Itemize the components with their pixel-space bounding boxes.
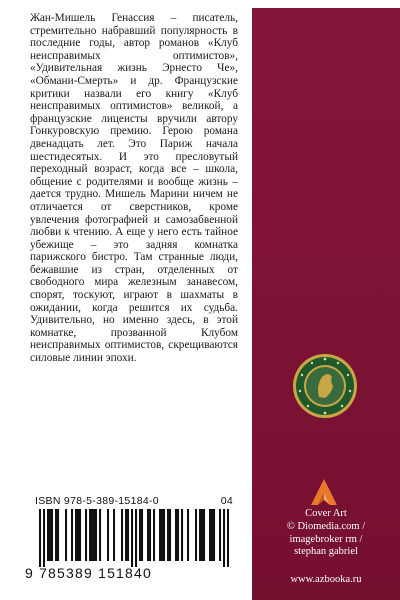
barcode-bar bbox=[181, 509, 183, 561]
barcode-digits: 9 785389 151840 bbox=[25, 565, 152, 581]
azbooka-logo-icon bbox=[309, 478, 339, 506]
barcode-bar bbox=[199, 509, 201, 561]
credit-line-4: stephan gabriel bbox=[294, 546, 358, 558]
top-white-strip bbox=[252, 0, 400, 8]
barcode-block bbox=[25, 495, 240, 585]
barcode-bar bbox=[223, 509, 225, 567]
isbn-label-row bbox=[35, 495, 235, 507]
barcode-bar bbox=[49, 509, 51, 561]
barcode-bar bbox=[177, 509, 179, 561]
barcode-bar bbox=[95, 509, 97, 561]
barcode-bar bbox=[169, 509, 171, 561]
barcode-bar bbox=[159, 509, 161, 561]
barcode-bar bbox=[77, 509, 79, 561]
barcode-bar bbox=[203, 509, 205, 561]
book-description: Жан-Мишель Генассия – писатель, стремительно набравший популярность в последние годы, автор романов «Клуб неисправимых оптимистов», «Удивительная жизнь Эрнесто Че», «Обмани-Смерть» и др. Французские критики назвали его книгу «Клуб неисправимых оптимистов» великой, а французские лицеисты вручили автору Гонкуровскую премию. Герою романа двенадцать лет. Это Париж начала шестидесятых. И это пресловутый переходный возраст, когда все – школа, общение с родителями и вообще жизнь – дается трудно. Мишель Марини ничем не отличается от сверстников, кроме увлечения фотографией и самозабвенной любви к чтению. А еще у него есть тайное убежище – это задняя комнатка парижского бистро. Там странные люди, бежавшие из стран, отделенных от свободного мира железным занавесом, спорят, тоскуют, играют в шахматы в ожидании, когда решится их судьба. Удивительно, но именно здесь, в этой комнатке, прозванной Клубом неисправимых оптимистов, скрещиваются силовые линии эпохи. bbox=[30, 12, 238, 365]
barcode-bar bbox=[43, 509, 45, 567]
barcode-bar bbox=[141, 509, 143, 561]
barcode-bar bbox=[149, 509, 151, 561]
barcode-bar bbox=[65, 509, 67, 561]
barcode-bar bbox=[91, 509, 93, 561]
barcode-bar bbox=[93, 509, 95, 561]
cover-art-credits bbox=[252, 508, 400, 559]
barcode-bar bbox=[125, 509, 127, 561]
barcode-bar bbox=[213, 509, 215, 561]
barcode-bar bbox=[161, 509, 163, 561]
barcode-bar bbox=[139, 509, 141, 561]
barcode-bar bbox=[219, 509, 221, 561]
barcode-bar bbox=[175, 509, 177, 561]
barcode-bar bbox=[99, 509, 101, 561]
barcode-bar bbox=[147, 509, 149, 561]
barcode-bar bbox=[131, 509, 133, 567]
barcode-bar bbox=[201, 509, 203, 561]
goncourt-prize-badge-icon bbox=[292, 353, 358, 419]
barcode-bar bbox=[135, 509, 137, 567]
barcode-bar bbox=[121, 509, 123, 561]
credit-line-2: © Diomedia.com / bbox=[286, 520, 366, 532]
barcode-bars bbox=[39, 509, 229, 567]
barcode-bar bbox=[163, 509, 165, 561]
barcode-bar bbox=[227, 509, 229, 567]
barcode-bar bbox=[113, 509, 115, 561]
barcode-bar bbox=[153, 509, 155, 561]
barcode-bar bbox=[75, 509, 77, 561]
barcode-bar bbox=[71, 509, 73, 561]
credit-line-1: Cover Art bbox=[305, 508, 347, 519]
barcode-bar bbox=[211, 509, 213, 561]
barcode-bar bbox=[79, 509, 81, 561]
barcode-bar bbox=[51, 509, 53, 561]
isbn-addon: 04 bbox=[220, 495, 233, 507]
credit-line-3: imagebroker rm / bbox=[289, 533, 363, 545]
barcode-bar bbox=[187, 509, 189, 561]
barcode-bar bbox=[57, 509, 59, 561]
publisher-website[interactable]: www.azbooka.ru bbox=[290, 574, 362, 585]
barcode-bar bbox=[39, 509, 41, 567]
barcode-bar bbox=[209, 509, 211, 561]
colored-side-panel bbox=[252, 0, 400, 600]
barcode-bar bbox=[195, 509, 197, 561]
barcode-bar bbox=[47, 509, 49, 561]
barcode-bar bbox=[167, 509, 169, 561]
barcode-bar bbox=[127, 509, 129, 561]
barcode-bar bbox=[89, 509, 91, 561]
isbn-label: ISBN 978-5-389-15184-0 bbox=[35, 495, 159, 507]
barcode-bar bbox=[55, 509, 57, 561]
barcode-bar bbox=[85, 509, 87, 561]
barcode-bar bbox=[107, 509, 109, 561]
